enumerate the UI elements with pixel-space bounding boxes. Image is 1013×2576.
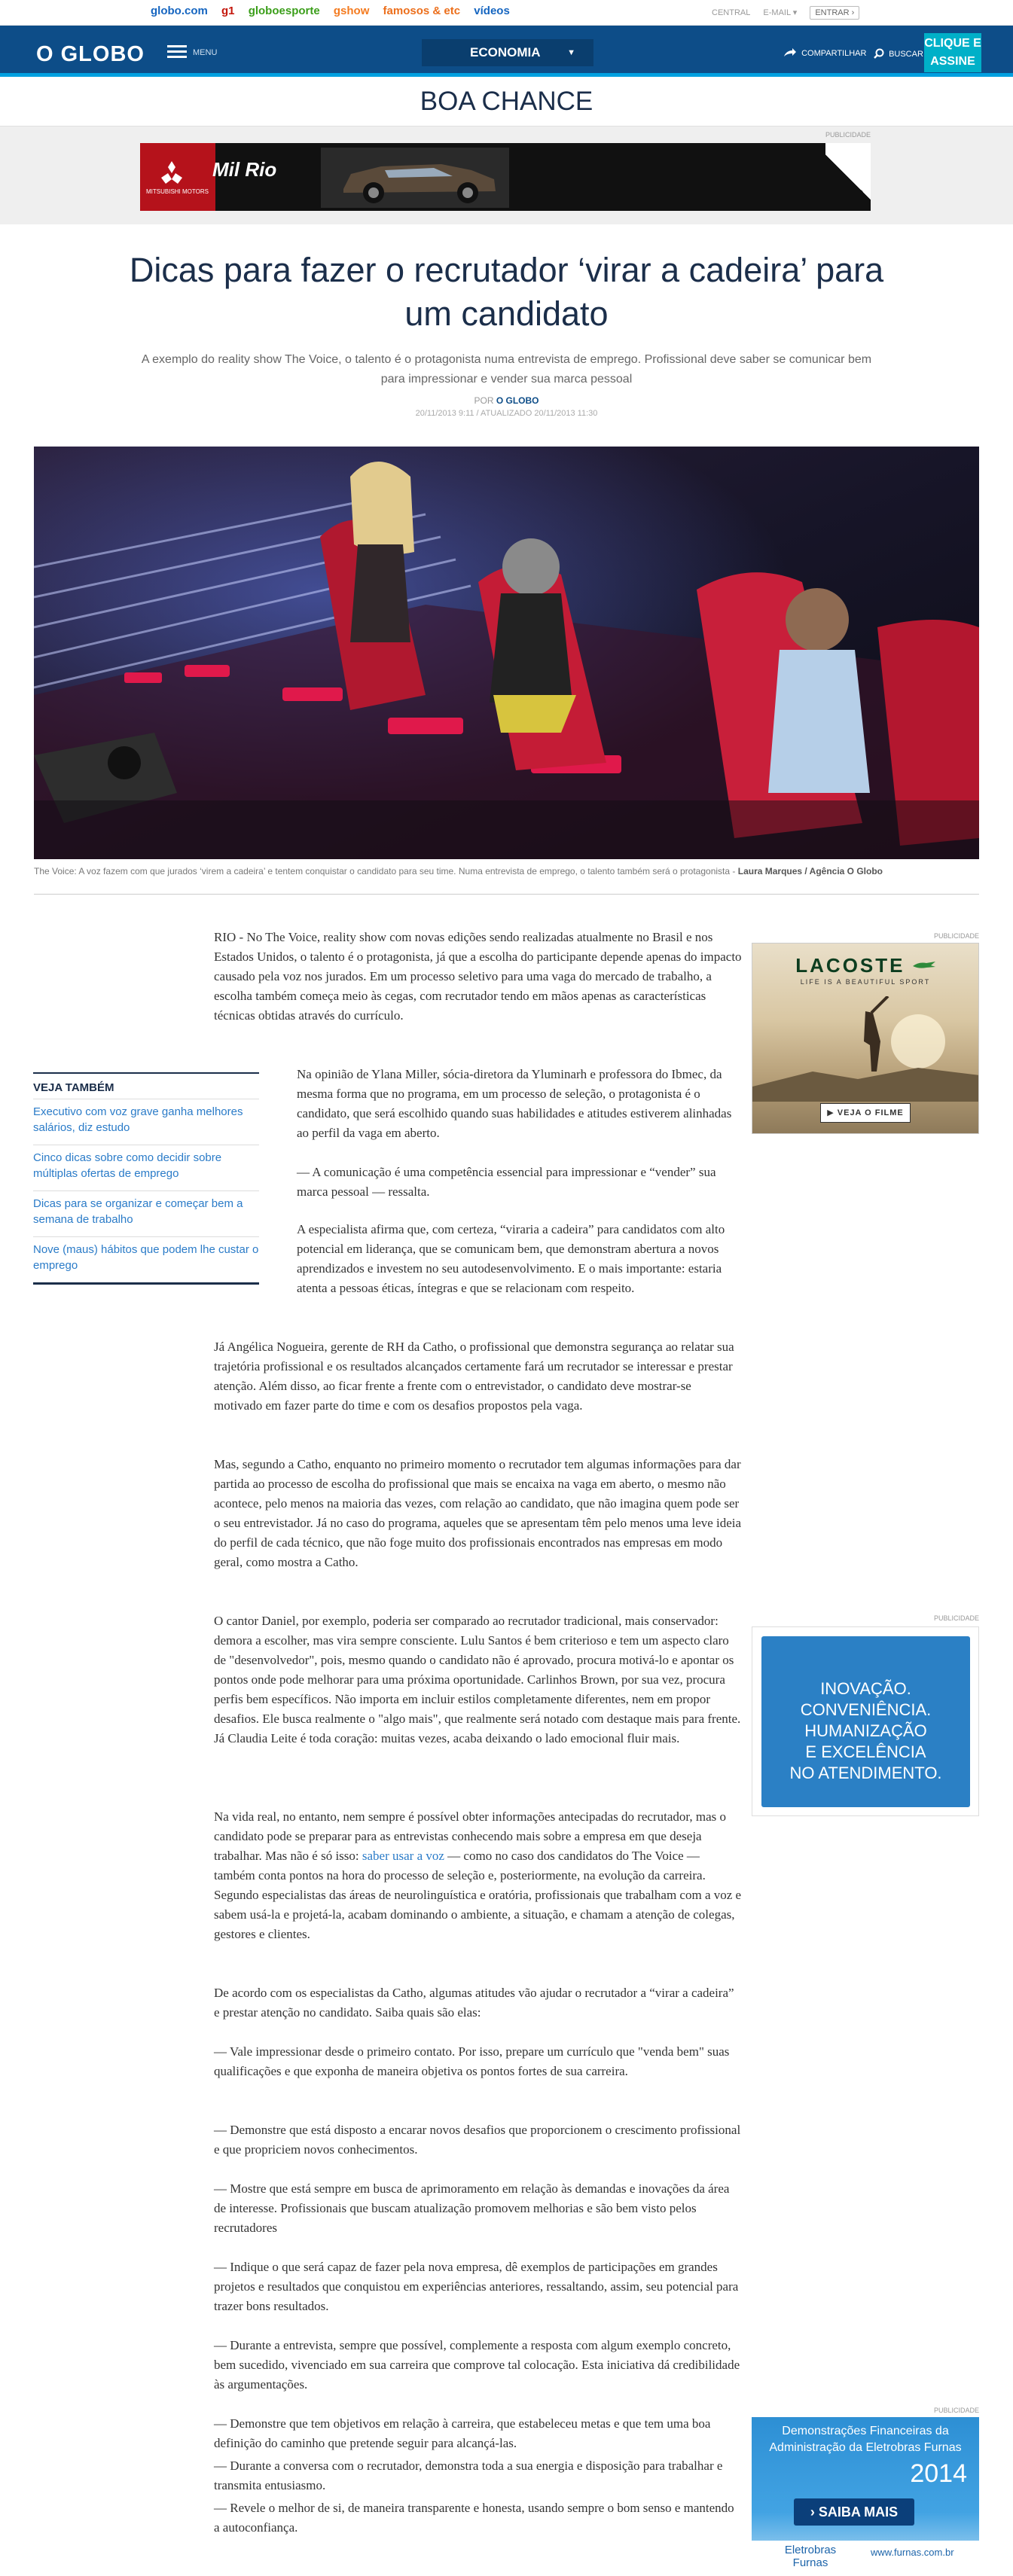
furnas2-footer (752, 2541, 979, 2576)
furnas-line: E EXCELÊNCIA (805, 1742, 926, 1761)
caption-text: The Voice: A voz fazem com que jurados ‘virem a cadeira’ e tentem conquistar o candidato para seu time. Numa entrevista de emprego, o talento também será o protagonista - (34, 866, 736, 876)
list-item: — Indique o que será capaz de fazer pela nova empresa, dê exemplos de participações em grandes projetos e resultados que conquistou em experiências anteriores, ressaltando, assim, seu potencial para trazer bons resultados. (214, 2260, 739, 2313)
paragraph: A especialista afirma que, com certeza, “viraria a cadeira” para candidatos com alto potencial em liderança, que se comunicam bem, que demonstram abertura a novos aprendizados e investem no seu autodesenvolvimento. E o mais importante: estaria atenta a pessoas éticas, íntegras e que se relacionam com respeito. (297, 1222, 725, 1295)
furnas-url: www.furnas.com.br (871, 2547, 954, 2558)
furnas-ad[interactable] (752, 1626, 979, 1816)
mitsubishi-logo-icon (157, 161, 187, 184)
author-link[interactable]: O GLOBO (496, 395, 539, 406)
mitsubishi-banner-ad[interactable] (140, 143, 871, 211)
link-famosos[interactable]: famosos & etc (383, 5, 461, 17)
see-also-title: VEJA TAMBÉM (33, 1081, 114, 1094)
car-image (321, 148, 509, 208)
ad-stripe (825, 143, 871, 211)
paragraph (214, 1807, 743, 1944)
lacoste-tagline: LIFE IS A BEAUTIFUL SPORT (800, 978, 931, 986)
subscribe-line1: CLIQUE E (924, 37, 981, 50)
article-subtitle: A exemplo do reality show The Voice, o talento é o protagonista numa entrevista de emprego. Profissional deve saber se comunicar bem para impressionar e vender sua marca pessoal (141, 353, 872, 386)
saiba-mais-label: SAIBA MAIS (818, 2504, 899, 2520)
play-icon: ▶ (827, 1108, 835, 1117)
see-also-link[interactable]: Dicas para se organizar e começar bem a semana de trabalho (33, 1190, 259, 1236)
section-label: ECONOMIA (470, 45, 541, 59)
chevron-right-icon: › (810, 2504, 815, 2520)
saiba-mais-button[interactable] (794, 2498, 914, 2526)
list-item: — Demonstre que tem objetivos em relação à carreira, que estabeleceu metas e que tem uma boa definição do caminho que pretende seguir para alcançá-las. (214, 2416, 711, 2450)
globo-top-bar (0, 0, 1013, 26)
ad-label: PUBLICIDADE (934, 932, 980, 940)
menu-label[interactable]: MENU (193, 48, 218, 57)
search-icon (874, 48, 884, 59)
email-link[interactable]: E-MAIL ▾ (763, 8, 798, 17)
saber-usar-voz-link[interactable]: saber usar a voz (362, 1849, 444, 1863)
divider (34, 894, 979, 895)
lacoste-brand-text: LACOSTE (795, 954, 905, 977)
paragraph-text: — como no caso dos candidatos do The Voice — também conta pontos na hora do processo de seleção e, posteriormente, na evolução da carreira. Segundo especialistas das áreas (214, 1849, 706, 1902)
lacoste-button-label: VEJA O FILME (837, 1108, 904, 1117)
furnas-line: HUMANIZAÇÃO (804, 1721, 927, 1740)
network-links (151, 5, 520, 17)
paragraph-text: Na vida real, no entanto, nem sempre é possível obter informações antecipadas do recrutador, mas o candidato pode se preparar para as entrevistas conhecendo mais sobre a empresa em que deseja trabalhar. Mas não é só isso: (214, 1809, 727, 1863)
furnas-line: NO ATENDIMENTO. (789, 1764, 942, 1782)
publish-dates: 20/11/2013 9:11 / ATUALIZADO 20/11/2013 11:30 (415, 409, 598, 418)
paragraph: O cantor Daniel, por exemplo, poderia ser comparado ao recrutador tradicional, mais conservador: demora a escolher, mas vira sempre consciente. Lulu Santos é bem criterioso e tem um aspecto claro de "desenvolvedor", pois, mesmo quando o candidato não é aprovado, procura motivá-lo e apontar os pontos onde pode melhorar para uma próxima oportunidade. Carlinhos Brown, por sua vez, procura perfis bem específicos. Não importa em incluir estilos completamente diferentes, nem em propor desafios. Ele busca realmente o "algo mais", que realmente será notado com destaque mais para frente. Já Claudia Leite é toda coração: muitas vezes, acaba deixando o lado emocional fluir mais. (214, 1614, 741, 1745)
search-label: BUSCAR (889, 50, 923, 59)
link-g1[interactable]: g1 (221, 5, 235, 17)
crocodile-icon (913, 960, 935, 971)
eletrobras-logo: Eletrobras Furnas (784, 2544, 837, 2569)
share-button[interactable] (783, 48, 866, 58)
link-gshow[interactable]: gshow (333, 5, 370, 17)
furnas-line: CONVENIÊNCIA. (800, 1700, 932, 1719)
share-arrow-icon (783, 48, 797, 57)
see-also-link[interactable]: Nove (maus) hábitos que podem lhe custar o emprego (33, 1236, 259, 1282)
photo-caption (34, 866, 979, 876)
search-button[interactable] (874, 48, 923, 59)
athlete-image (752, 996, 979, 1102)
see-also-link[interactable]: Executivo com voz grave ganha melhores salários, diz estudo (33, 1099, 259, 1145)
share-label: COMPARTILHAR (801, 49, 867, 58)
furnas2-headline (752, 2423, 979, 2456)
furnas-ad-panel (761, 1636, 970, 1807)
see-also-link[interactable]: Cinco dicas sobre como decidir sobre múltiplas ofertas de emprego (33, 1145, 259, 1190)
byline (0, 395, 1013, 406)
hero-photo (34, 447, 979, 859)
account-links (712, 8, 870, 17)
list-item: — Vale impressionar desde o primeiro contato. Por isso, prepare um currículo que "venda bem" suas qualificações e que exponha de maneira objetiva os pontos fortes de sua carreira. (214, 2044, 730, 2078)
list-item: — Revele o melhor de si, de maneira transparente e honesta, usando sempre o bom senso e mantendo a autoconfiança. (214, 2501, 734, 2535)
blog-title[interactable]: BOA CHANCE (0, 77, 1013, 127)
paragraph-text: de neurolinguística e oratória, profissionais que trabalham com a voz e sabem usá-la e projetá-la, acabam dominando o ambiente, a situação, e chamam a atenção de colegas, gestores e clientes. (214, 1888, 742, 1941)
chevron-down-icon: ▼ (567, 48, 575, 57)
see-also-box (33, 1072, 259, 1285)
oglobo-logo[interactable]: O GLOBO (36, 42, 145, 66)
eletrobras-furnas-ad[interactable] (752, 2417, 979, 2576)
paragraph: Mas, segundo a Catho, enquanto no primeiro momento o recrutador tem algumas informações para dar partida ao processo de escolha do profissional que mais se encaixa na vaga em aberto, o mesmo não acontece, pelo menos na maioria das vezes, com relação ao candidato, que não imagina quem pode ser o seu entrevistador. Já no caso do programa, aqueles que se apresentam têm pelo menos uma leve ideia do perfil de cada técnico, que não foge muito dos profissionais encontrados nas empresas em modo geral, como mostra a Catho. (214, 1457, 742, 1569)
list-item: — Mostre que está sempre em busca de aprimoramento em relação às demandas e inovações da área de interesse. Profissionais que buscam atualização promovem melhorias e são bem visto pelos recrutadores (214, 2181, 730, 2235)
lacoste-brand (752, 954, 978, 977)
furnas-line: INOVAÇÃO. (820, 1679, 911, 1698)
entrar-button[interactable]: ENTRAR › (810, 6, 859, 20)
site-header (0, 26, 1013, 77)
section-dropdown[interactable] (422, 39, 593, 66)
menu-icon[interactable] (167, 45, 187, 59)
ad-label: PUBLICIDADE (934, 2407, 980, 2414)
furnas2-line: Demonstrações Financeiras da (782, 2425, 949, 2437)
subscribe-button[interactable] (924, 33, 981, 72)
link-globocom[interactable]: globo.com (151, 5, 208, 17)
list-item: — Demonstre que está disposto a encarar novos desafios que proporcionem o crescimento profissional e que propriciem novos conhecimentos. (214, 2123, 741, 2157)
byline-prefix: POR (474, 395, 494, 406)
lacoste-ad[interactable] (752, 943, 979, 1134)
paragraph: — A comunicação é uma competência essencial para impressionar e “vender” sua marca pessoal — ressalta. (297, 1165, 716, 1199)
ad-label: PUBLICIDADE (825, 131, 871, 139)
the-voice-photo (34, 447, 979, 859)
paragraph: Na opinião de Ylana Miller, sócia-diretora da Yluminarh e professora do Ibmec, da mesma forma que no programa, em um processo de seleção, o protagonista é o candidato, que será escolhido quando suas habilidades e atitudes estiverem alinhadas ao perfil da vaga em aberto. (297, 1067, 732, 1140)
central-link[interactable]: CENTRAL (712, 8, 751, 17)
paragraph: RIO - No The Voice, reality show com novas edições sendo realizadas atualmente no Brasil e nos Estados Unidos, o talento é o protagonista, já que a escolha do participante depende apenas do impacto causado pela voz nos jurados. Em um processo seletivo para uma vaga do mercado de trabalho, a escolha também começa meio às cegas, com recrutador tendo em mãos apenas as características técnicas obtidas através do currículo. (214, 930, 742, 1023)
furnas2-year: 2014 (910, 2459, 967, 2488)
paragraph: Já Angélica Nogueira, gerente de RH da Catho, o profissional que demonstra segurança ao relatar sua trajetória profissional e os resultados alcançados certamente fará um recrutador se interessar e prestar atenção. Além disso, ao ficar frente a frente com o entrevistador, o candidato deve mostrar-se motivado em fazer parte do time e com os desafios propostos pela vaga. (214, 1340, 734, 1413)
link-globoesporte[interactable]: globoesporte (248, 5, 320, 17)
mitsubishi-text: MITSUBISHI MOTORS (146, 188, 209, 195)
lacoste-video-button[interactable] (820, 1103, 911, 1123)
ad-label: PUBLICIDADE (934, 1614, 980, 1622)
mitsubishi-brand-box (140, 143, 215, 211)
paragraph: De acordo com os especialistas da Catho, algumas atitudes vão ajudar o recrutador a “virar a cadeira” e prestar atenção no candidato. Saiba quais são elas: (214, 1986, 734, 2020)
subscribe-line2: ASSINE (930, 55, 975, 68)
caption-credit: Laura Marques / Agência O Globo (737, 866, 883, 876)
furnas2-line: Administração da Eletrobras Furnas (769, 2441, 962, 2454)
mil-rio-text: Mil Rio (212, 158, 277, 181)
list-item: — Durante a entrevista, sempre que possível, complemente a resposta com algum exemplo concreto, bem sucedido, vivenciado em sua carreira que comprove tal colocação. Esta iniciativa dá credibilidade às argumentações. (214, 2338, 740, 2392)
article-headline: Dicas para fazer o recrutador ‘virar a cadeira’ para um candidato (129, 251, 884, 333)
link-videos[interactable]: vídeos (474, 5, 510, 17)
list-item: — Durante a conversa com o recrutador, demonstra toda a sua energia e disposição para trabalhar e transmita entusiasmo. (214, 2459, 723, 2492)
